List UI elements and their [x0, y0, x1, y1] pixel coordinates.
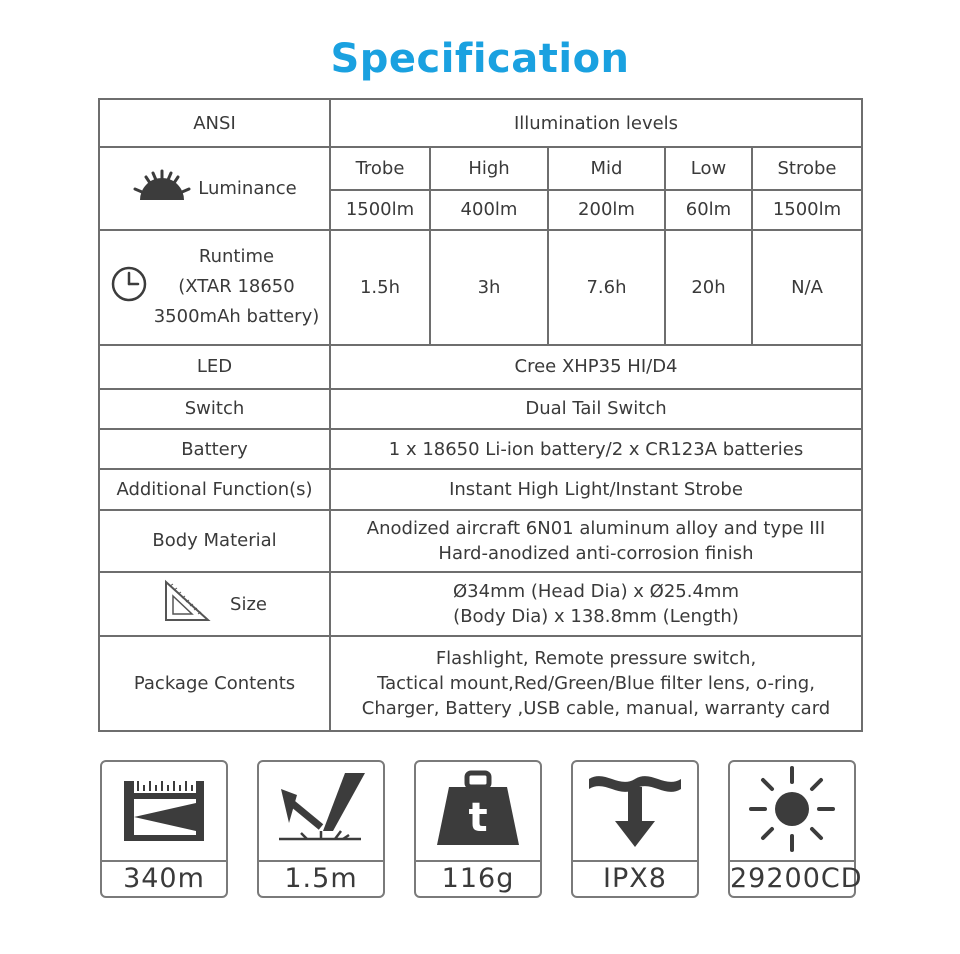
svg-text:t: t	[468, 795, 488, 841]
size-line: Ø34mm (Head Dia) x Ø25.4mm	[453, 581, 739, 603]
runtime-trobe: 1.5h	[330, 230, 430, 345]
runtime-label-cell	[99, 230, 330, 345]
table-row	[99, 429, 862, 469]
page-title: Specification	[330, 36, 630, 82]
body-material-line: Hard-anodized anti-corrosion finish	[438, 542, 754, 564]
feature-intensity	[728, 760, 863, 898]
battery-value: 1 x 18650 Li-ion battery/2 x CR123A batteries	[330, 429, 862, 469]
feature-weight	[414, 760, 542, 898]
feature-waterproof	[571, 760, 699, 898]
function-value: Instant High Light/Instant Strobe	[330, 469, 862, 509]
lumens-low: 60lm	[665, 190, 752, 230]
lumens-trobe: 1500lm	[330, 190, 430, 230]
mode-strobe: Strobe	[752, 147, 862, 189]
clock-icon	[110, 265, 148, 310]
modes-row	[99, 147, 862, 189]
runtime-low: 20h	[665, 230, 752, 345]
table-row	[99, 345, 862, 389]
package-line: Flashlight, Remote pressure switch,	[435, 648, 757, 670]
mode-mid: Mid	[548, 147, 665, 189]
function-label: Additional Function(s)	[99, 469, 330, 509]
led-label: LED	[99, 345, 330, 389]
table-row	[99, 469, 862, 509]
feature-icons-row	[100, 760, 863, 900]
lumens-mid: 200lm	[548, 190, 665, 230]
led-value: Cree XHP35 HI/D4	[330, 345, 862, 389]
sunrise-icon	[132, 168, 192, 209]
feature-beam-distance	[100, 760, 228, 898]
table-row	[99, 572, 862, 636]
table-row	[99, 636, 862, 731]
impact-resistance-value: 1.5m	[259, 860, 383, 896]
luminance-label-cell	[99, 147, 330, 230]
battery-label: Battery	[99, 429, 330, 469]
illumination-header: Illumination levels	[330, 99, 862, 147]
table-header-row	[99, 99, 862, 147]
runtime-battery-line1: (XTAR 18650	[178, 276, 295, 298]
luminance-label: Luminance	[198, 178, 297, 200]
runtime-row	[99, 230, 862, 345]
package-line: Tactical mount,Red/Green/Blue filter lens, o-ring,	[377, 673, 815, 695]
lumens-strobe: 1500lm	[752, 190, 862, 230]
beam-distance-value: 340m	[102, 860, 226, 896]
weight-icon	[433, 769, 523, 853]
runtime-mid: 7.6h	[548, 230, 665, 345]
mode-low: Low	[665, 147, 752, 189]
impact-resistance-icon	[271, 769, 371, 853]
package-label: Package Contents	[99, 636, 330, 731]
package-value	[330, 636, 862, 731]
waterproof-icon	[585, 767, 685, 855]
ruler-triangle-icon	[162, 578, 212, 631]
weight-value: 116g	[416, 860, 540, 896]
intensity-value: 29200CD	[730, 860, 854, 896]
runtime-battery-line2: 3500mAh battery)	[153, 306, 320, 328]
package-line: Charger, Battery ,USB cable, manual, warranty card	[361, 698, 831, 720]
feature-impact-resistance	[257, 760, 385, 898]
mode-trobe: Trobe	[330, 147, 430, 189]
size-line: (Body Dia) x 138.8mm (Length)	[453, 606, 739, 628]
runtime-label: Runtime	[198, 246, 275, 268]
runtime-strobe: N/A	[752, 230, 862, 345]
intensity-sun-icon	[747, 764, 837, 858]
ansi-header: ANSI	[99, 99, 330, 147]
spec-table	[98, 98, 863, 732]
switch-value: Dual Tail Switch	[330, 389, 862, 429]
table-row	[99, 510, 862, 572]
runtime-high: 3h	[430, 230, 548, 345]
size-label: Size	[230, 593, 267, 615]
table-row	[99, 389, 862, 429]
body-material-line: Anodized aircraft 6N01 aluminum alloy and type III	[366, 517, 826, 539]
size-value	[330, 572, 862, 636]
switch-label: Switch	[99, 389, 330, 429]
waterproof-value: IPX8	[573, 860, 697, 896]
lumens-high: 400lm	[430, 190, 548, 230]
body-material-label: Body Material	[99, 510, 330, 572]
body-material-value	[330, 510, 862, 572]
beam-distance-icon	[118, 773, 210, 849]
mode-high: High	[430, 147, 548, 189]
size-label-cell	[99, 572, 330, 636]
